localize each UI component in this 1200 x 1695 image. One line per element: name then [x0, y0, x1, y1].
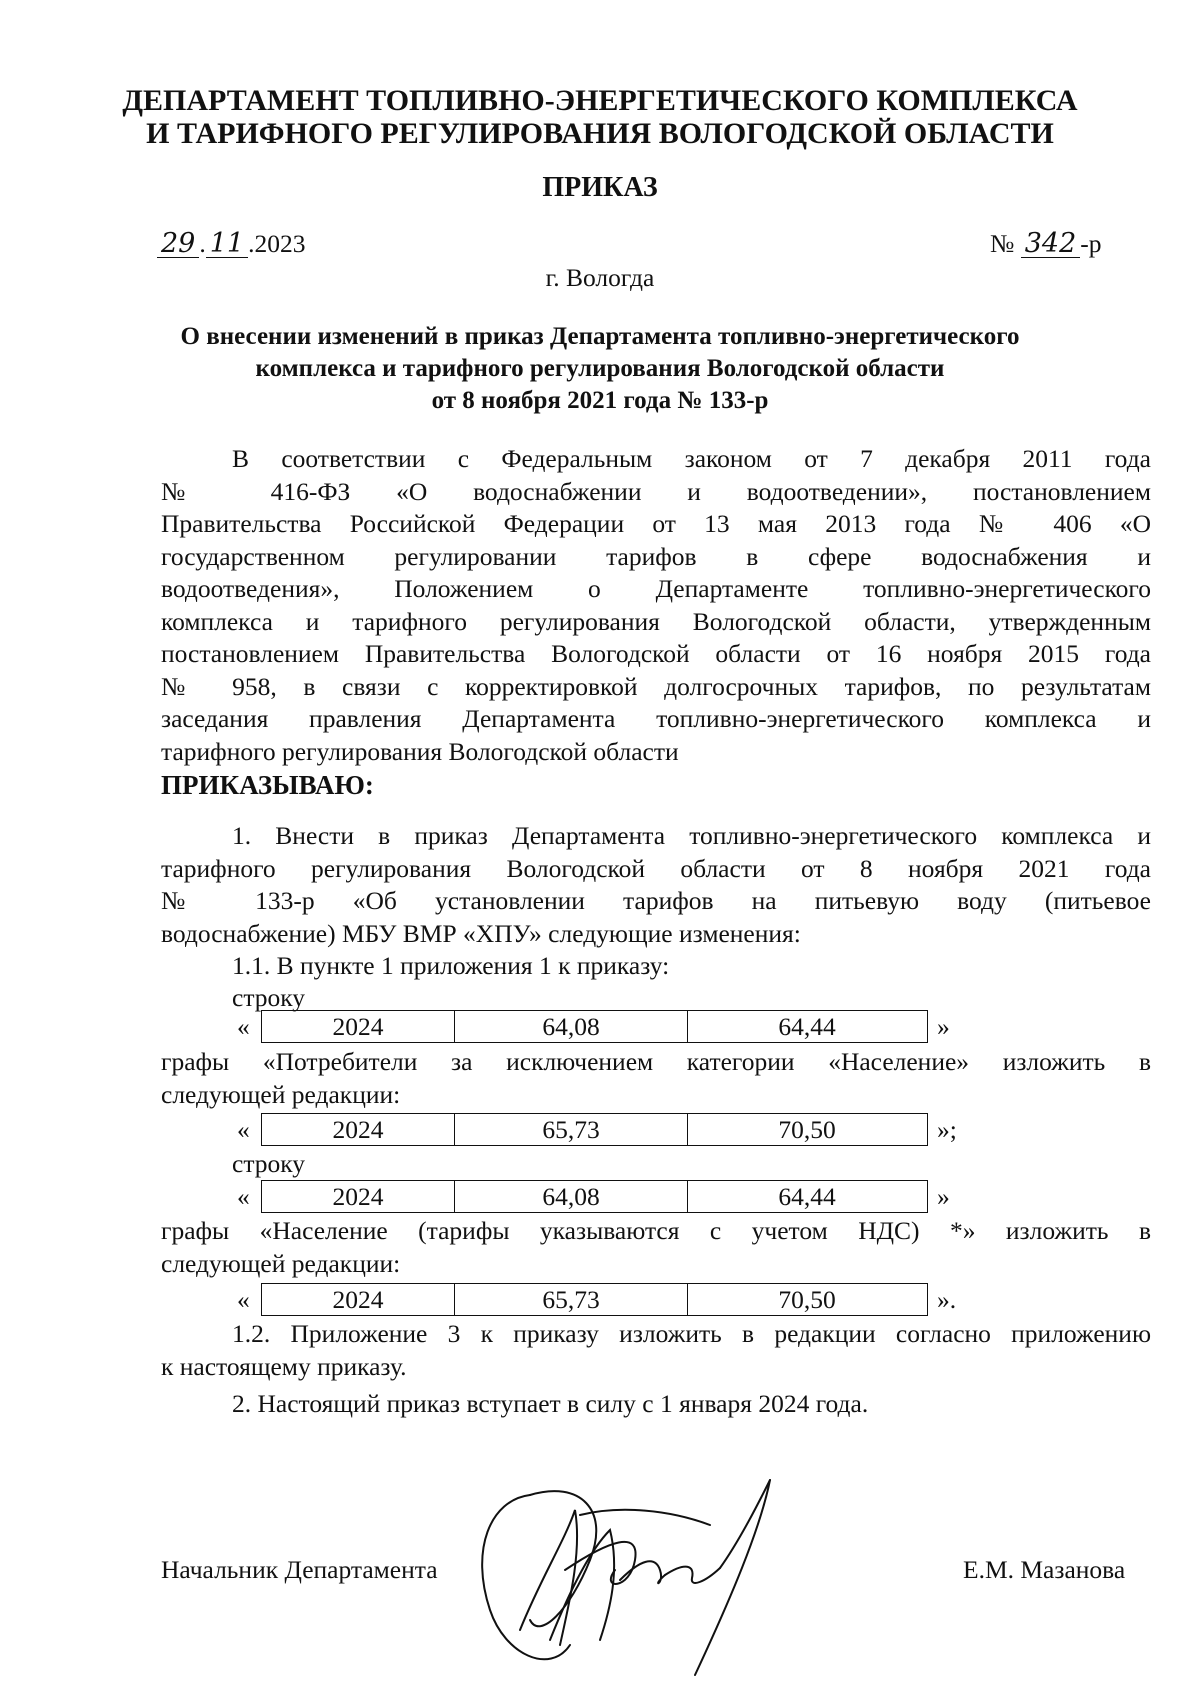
signer-name: Е.М. Мазанова — [963, 1555, 1126, 1584]
tariff-value-2: 70,50 — [687, 1114, 926, 1145]
tariff-value-1: 64,08 — [454, 1011, 687, 1042]
tariff-value-1: 65,73 — [454, 1284, 687, 1315]
tariff-table-row — [261, 1010, 928, 1043]
grafy-1 — [161, 1046, 1151, 1111]
document-type: ПРИКАЗ — [542, 172, 658, 203]
date-year: .2023 — [248, 229, 306, 258]
stroku-label: строку — [232, 983, 306, 1012]
preamble-line: водоотведения», Положением о Департаменте топливно-энергетического — [161, 574, 1151, 603]
tariff-value-2: 64,44 — [687, 1011, 926, 1042]
item-1-2-line: к настоящему приказу. — [161, 1351, 407, 1381]
grafy-2-line: графы «Население (тарифы указываются с учетом НДС) *» изложить в — [161, 1216, 1151, 1245]
department-name-line2: И ТАРИФНОГО РЕГУЛИРОВАНИЯ ВОЛОГОДСКОЙ ОБЛАСТИ — [146, 117, 1054, 150]
tariff-year: 2024 — [332, 1182, 384, 1211]
preamble-line: В соответствии с Федеральным законом от 7 декабря 2011 года — [232, 444, 1151, 473]
number-prefix: № — [990, 229, 1015, 258]
item-1-2 — [161, 1318, 1151, 1383]
preamble-line: заседания правления Департамента топливно-энергетического комплекса и — [161, 704, 1151, 733]
tariff-year: 2024 — [332, 1285, 384, 1314]
preamble-line: постановлением Правительства Вологодской области от 16 ноября 2015 года — [161, 639, 1151, 668]
date-day: 29 — [157, 231, 199, 258]
number-suffix: -р — [1080, 229, 1102, 258]
tariff-value-2: 64,44 — [687, 1181, 926, 1212]
tariff-value-2: 70,50 — [687, 1284, 926, 1315]
quote-open: « — [237, 1115, 250, 1144]
tariff-table-row — [261, 1180, 928, 1213]
preamble — [161, 443, 1151, 768]
item-1-line: № 133-р «Об установлении тарифов на питьевую воду (питьевое — [161, 886, 1151, 915]
number-value: 342 — [1021, 231, 1081, 258]
place: г. Вологда — [545, 263, 655, 292]
quote-close: ». — [937, 1285, 957, 1314]
stroku-label: строку — [232, 1149, 306, 1178]
tariff-value-1: 65,73 — [454, 1114, 687, 1145]
quote-close: »; — [937, 1115, 957, 1144]
quote-open: « — [237, 1285, 250, 1314]
order-word: ПРИКАЗЫВАЮ: — [161, 770, 374, 800]
department-name-line1: ДЕПАРТАМЕНТ ТОПЛИВНО-ЭНЕРГЕТИЧЕСКОГО КОМПЛЕКСА — [122, 84, 1078, 117]
tariff-table-row — [261, 1113, 928, 1146]
item-1 — [161, 820, 1151, 950]
preamble-line: государственном регулировании тарифов в сфере водоснабжения и — [161, 541, 1151, 571]
order-title-line3: от 8 ноября 2021 года № 133-р — [431, 387, 769, 414]
item-1-line: водоснабжение) МБУ ВМР «ХПУ» следующие изменения: — [161, 918, 801, 948]
item-2: 2. Настоящий приказ вступает в силу с 1 января 2024 года. — [232, 1389, 869, 1418]
tariff-table-row — [261, 1283, 928, 1316]
handwritten-signature — [470, 1470, 830, 1680]
quote-close: » — [937, 1182, 950, 1211]
item-1-line: 1. Внести в приказ Департамента топливно-энергетического комплекса и — [232, 821, 1151, 850]
document-number — [990, 228, 1102, 261]
grafy-1-line: графы «Потребители за исключением категории «Население» изложить в — [161, 1047, 1151, 1076]
tariff-year: 2024 — [332, 1012, 384, 1041]
tariff-value-1: 64,08 — [454, 1181, 687, 1212]
quote-open: « — [237, 1012, 250, 1041]
date-month: 11 — [206, 231, 248, 258]
preamble-line: тарифного регулирования Вологодской области — [161, 736, 679, 766]
quote-open: « — [237, 1182, 250, 1211]
preamble-line: № 416-ФЗ «О водоснабжении и водоотведении», постановлением — [161, 476, 1151, 506]
quote-close: » — [937, 1012, 950, 1041]
item-1-line: тарифного регулирования Вологодской области от 8 ноября 2021 года — [161, 853, 1151, 883]
next-edition-label: следующей редакции: — [161, 1248, 401, 1278]
grafy-2 — [161, 1215, 1151, 1280]
preamble-line: № 958, в связи с корректировкой долгосрочных тарифов, по результатам — [161, 671, 1151, 701]
order-title-line2: комплекса и тарифного регулирования Вологодской области — [255, 355, 945, 382]
signer-position: Начальник Департамента — [161, 1555, 438, 1584]
preamble-line: комплекса и тарифного регулирования Вологодской области, утвержденным — [161, 606, 1151, 636]
document-date: 29 . 11 .2023 — [157, 228, 305, 261]
item-1-2-line: 1.2. Приложение 3 к приказу изложить в редакции согласно приложению — [232, 1319, 1151, 1348]
preamble-line: Правительства Российской Федерации от 13 мая 2013 года № 406 «О — [161, 509, 1151, 538]
item-1-1: 1.1. В пункте 1 приложения 1 к приказу: — [232, 951, 670, 980]
next-edition-label: следующей редакции: — [161, 1079, 401, 1109]
tariff-year: 2024 — [332, 1115, 384, 1144]
order-title-line1: О внесении изменений в приказ Департамента топливно-энергетического — [180, 323, 1020, 350]
